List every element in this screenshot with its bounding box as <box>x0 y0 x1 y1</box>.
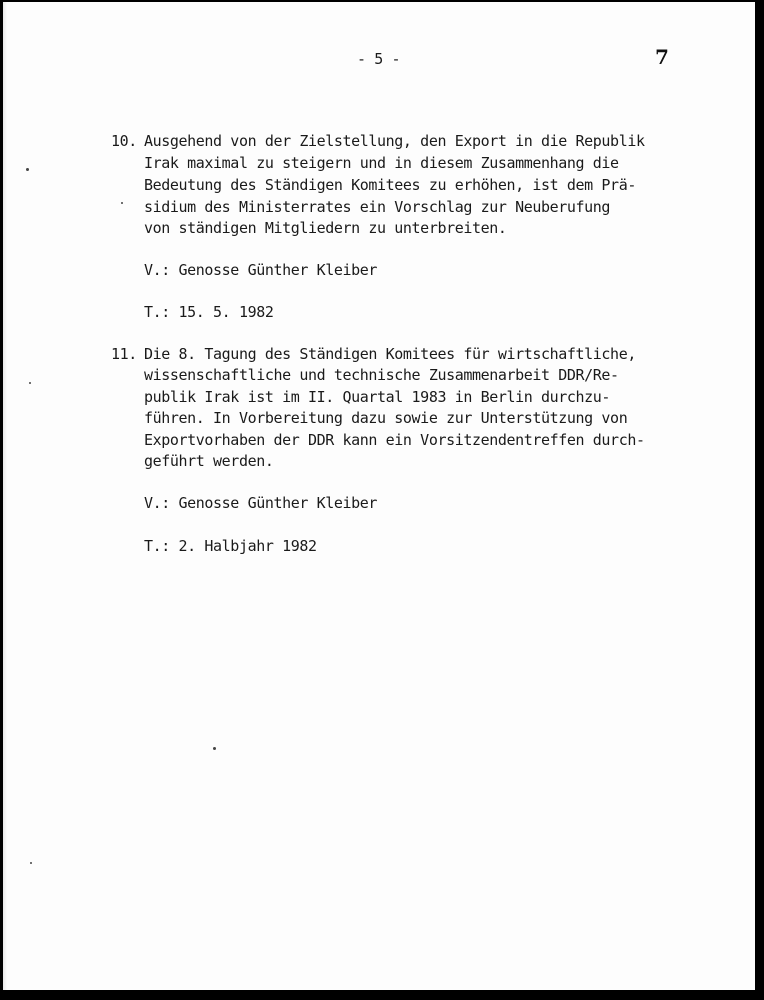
scan-edge <box>3 2 7 990</box>
scan-speck <box>30 862 32 864</box>
item-number: 11. <box>111 345 137 363</box>
scan-speck <box>26 168 29 171</box>
deadline-line: T.: 15. 5. 1982 <box>144 303 274 321</box>
item-text-line: sidium des Ministerrates ein Vorschlag zur Neuberufung <box>144 198 611 216</box>
scan-speck <box>29 382 31 384</box>
item-text-line: Die 8. Tagung des Ständigen Komitees für wirtschaftliche, <box>144 345 636 363</box>
item-text-line: wissenschaftliche und technische Zusammenarbeit DDR/Re- <box>144 366 619 384</box>
responsible-line: V.: Genosse Günther Kleiber <box>144 494 378 512</box>
item-text-line: Bedeutung des Ständigen Komitees zu erhöhen, ist dem Prä- <box>144 176 636 194</box>
item-text-line: Exportvorhaben der DDR kann ein Vorsitzendentreffen durch- <box>144 431 645 449</box>
item-text-line: von ständigen Mitgliedern zu unterbreiten. <box>144 219 507 237</box>
page-number: - 5 - <box>357 50 401 68</box>
document-page <box>3 2 755 990</box>
deadline-line: T.: 2. Halbjahr 1982 <box>144 537 317 555</box>
scan-speck <box>121 202 123 204</box>
item-text-line: publik Irak ist im II. Quartal 1983 in Berlin durchzu- <box>144 388 611 406</box>
item-text-line: Ausgehend von der Zielstellung, den Export in die Republik <box>144 132 645 150</box>
item-number: 10. <box>111 132 137 150</box>
responsible-line: V.: Genosse Günther Kleiber <box>144 261 378 279</box>
item-text-line: geführt werden. <box>144 452 274 470</box>
scan-speck <box>213 747 216 750</box>
sheet-number: 7 <box>655 45 669 69</box>
item-text-line: Irak maximal zu steigern und in diesem Zusammenhang die <box>144 154 619 172</box>
item-text-line: führen. In Vorbereitung dazu sowie zur Unterstützung von <box>144 409 628 427</box>
